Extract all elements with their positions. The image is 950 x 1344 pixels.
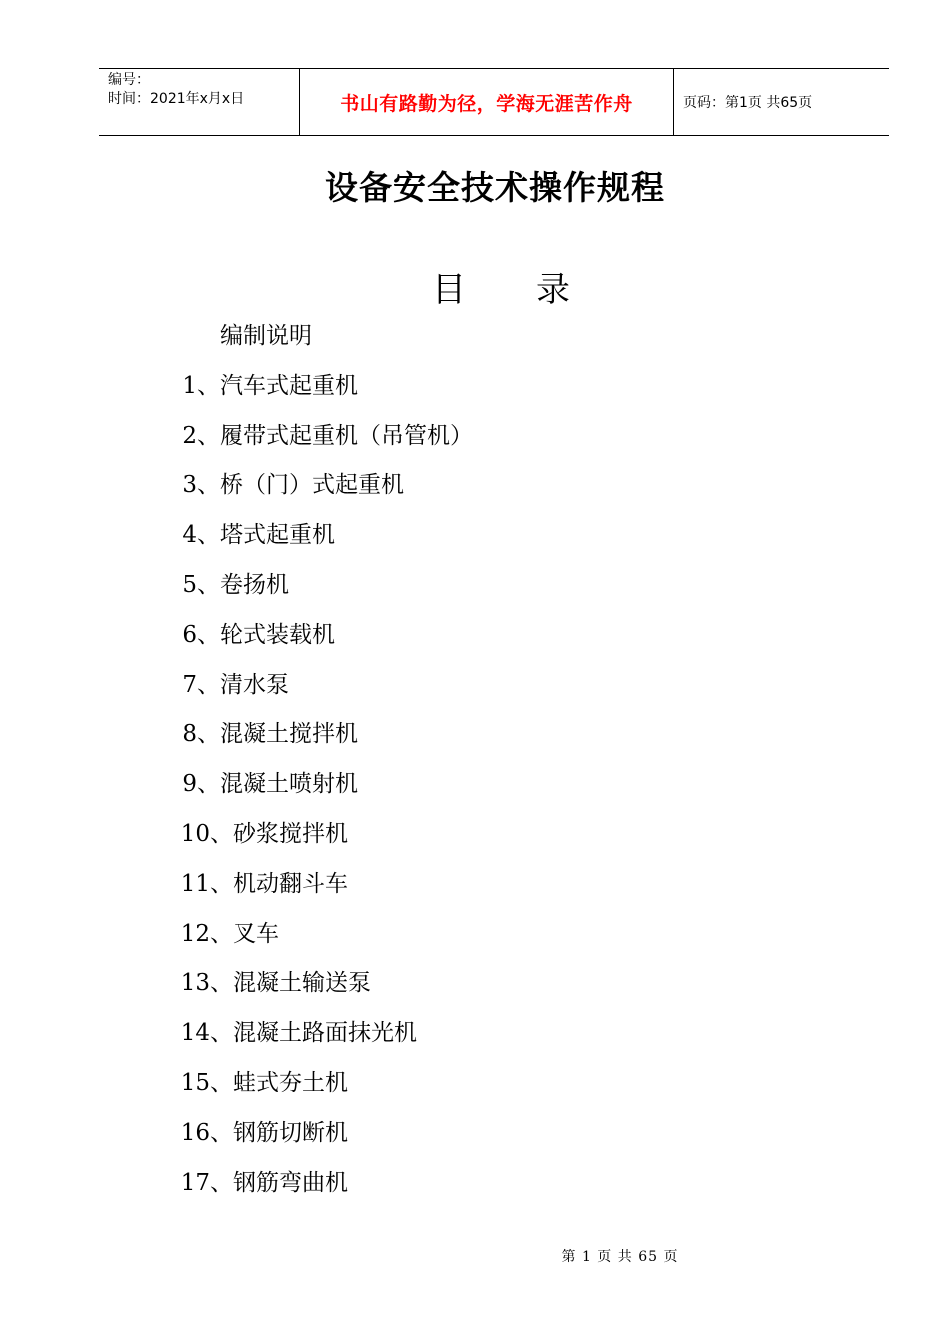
toc-item (0, 959, 950, 1009)
toc-item-label: 编制说明 (220, 323, 312, 349)
toc-item-number: 16、 (180, 1119, 233, 1146)
toc-item-number: 10、 (180, 820, 233, 847)
toc-item-label: 蛙式夯土机 (233, 1069, 348, 1096)
toc-item (0, 1059, 950, 1109)
toc-item-label: 塔式起重机 (220, 522, 335, 549)
toc-item-label: 混凝土喷射机 (220, 771, 358, 798)
document-title: 设备安全技术操作规程 (325, 168, 665, 207)
toc-item (0, 661, 950, 711)
toc-item-label: 汽车式起重机 (220, 372, 358, 399)
toc-item (0, 1109, 950, 1159)
toc-item-label: 叉车 (233, 920, 279, 947)
toc-item-number: 2、 (182, 422, 220, 449)
toc-item-label: 卷扬机 (220, 571, 289, 598)
toc-item-label: 轮式装载机 (220, 621, 335, 648)
toc-item-number: 15、 (180, 1069, 233, 1096)
toc-item (0, 810, 950, 860)
toc-heading-right: 录 (536, 270, 570, 310)
toc-item (0, 1159, 950, 1209)
toc-item-label: 砂浆搅拌机 (233, 820, 348, 847)
toc-item (0, 860, 950, 910)
toc-item-label: 履带式起重机（吊管机） (220, 422, 473, 449)
toc-item (0, 412, 950, 462)
toc-item-number: 1、 (182, 372, 220, 399)
toc-item-number: 3、 (182, 472, 220, 499)
toc-item (0, 1009, 950, 1059)
toc-list (0, 312, 950, 1208)
page-footer: 第 1 页 共 65 页 (561, 1249, 679, 1265)
toc-item (0, 312, 950, 362)
header-motto: 书山有路勤为径，学海无涯苦作舟 (340, 92, 633, 115)
header-page-info: 页码：第1页 共65页 (683, 95, 813, 111)
toc-item-label: 钢筋弯曲机 (233, 1169, 348, 1196)
toc-item (0, 760, 950, 810)
toc-item-number: 5、 (182, 571, 220, 598)
toc-item (0, 710, 950, 760)
toc-item-number: 4、 (182, 522, 220, 549)
header-page-info-cell (674, 69, 889, 135)
toc-item-label: 机动翻斗车 (233, 870, 348, 897)
toc-item (0, 611, 950, 661)
toc-item-number: 9、 (182, 771, 220, 798)
serial-label: 编号： (108, 72, 150, 88)
header-motto-cell (300, 69, 674, 135)
toc-item-number: 8、 (182, 721, 220, 748)
toc-item-number: 6、 (182, 621, 220, 648)
toc-item-number: 17、 (180, 1169, 233, 1196)
page-header (99, 68, 889, 136)
toc-item-label: 混凝土输送泵 (233, 970, 371, 997)
toc-item (0, 910, 950, 960)
toc-heading (432, 262, 570, 311)
toc-item-label: 混凝土搅拌机 (220, 721, 358, 748)
toc-item-number: 11、 (180, 870, 233, 897)
toc-item (0, 461, 950, 511)
toc-item-label: 清水泵 (220, 671, 289, 698)
toc-item-number: 14、 (180, 1020, 233, 1047)
toc-item-label: 混凝土路面抹光机 (233, 1020, 417, 1047)
toc-item-label: 桥（门）式起重机 (220, 472, 404, 499)
toc-item-label: 钢筋切断机 (233, 1119, 348, 1146)
toc-item (0, 511, 950, 561)
toc-item-number: 13、 (180, 970, 233, 997)
toc-item-number: 7、 (182, 671, 220, 698)
toc-item (0, 561, 950, 611)
time-label: 时间：2021年x月x日 (108, 91, 245, 107)
toc-item (0, 362, 950, 412)
toc-heading-left: 目 (432, 270, 466, 310)
header-meta (99, 69, 300, 135)
toc-item-number: 12、 (180, 920, 233, 947)
